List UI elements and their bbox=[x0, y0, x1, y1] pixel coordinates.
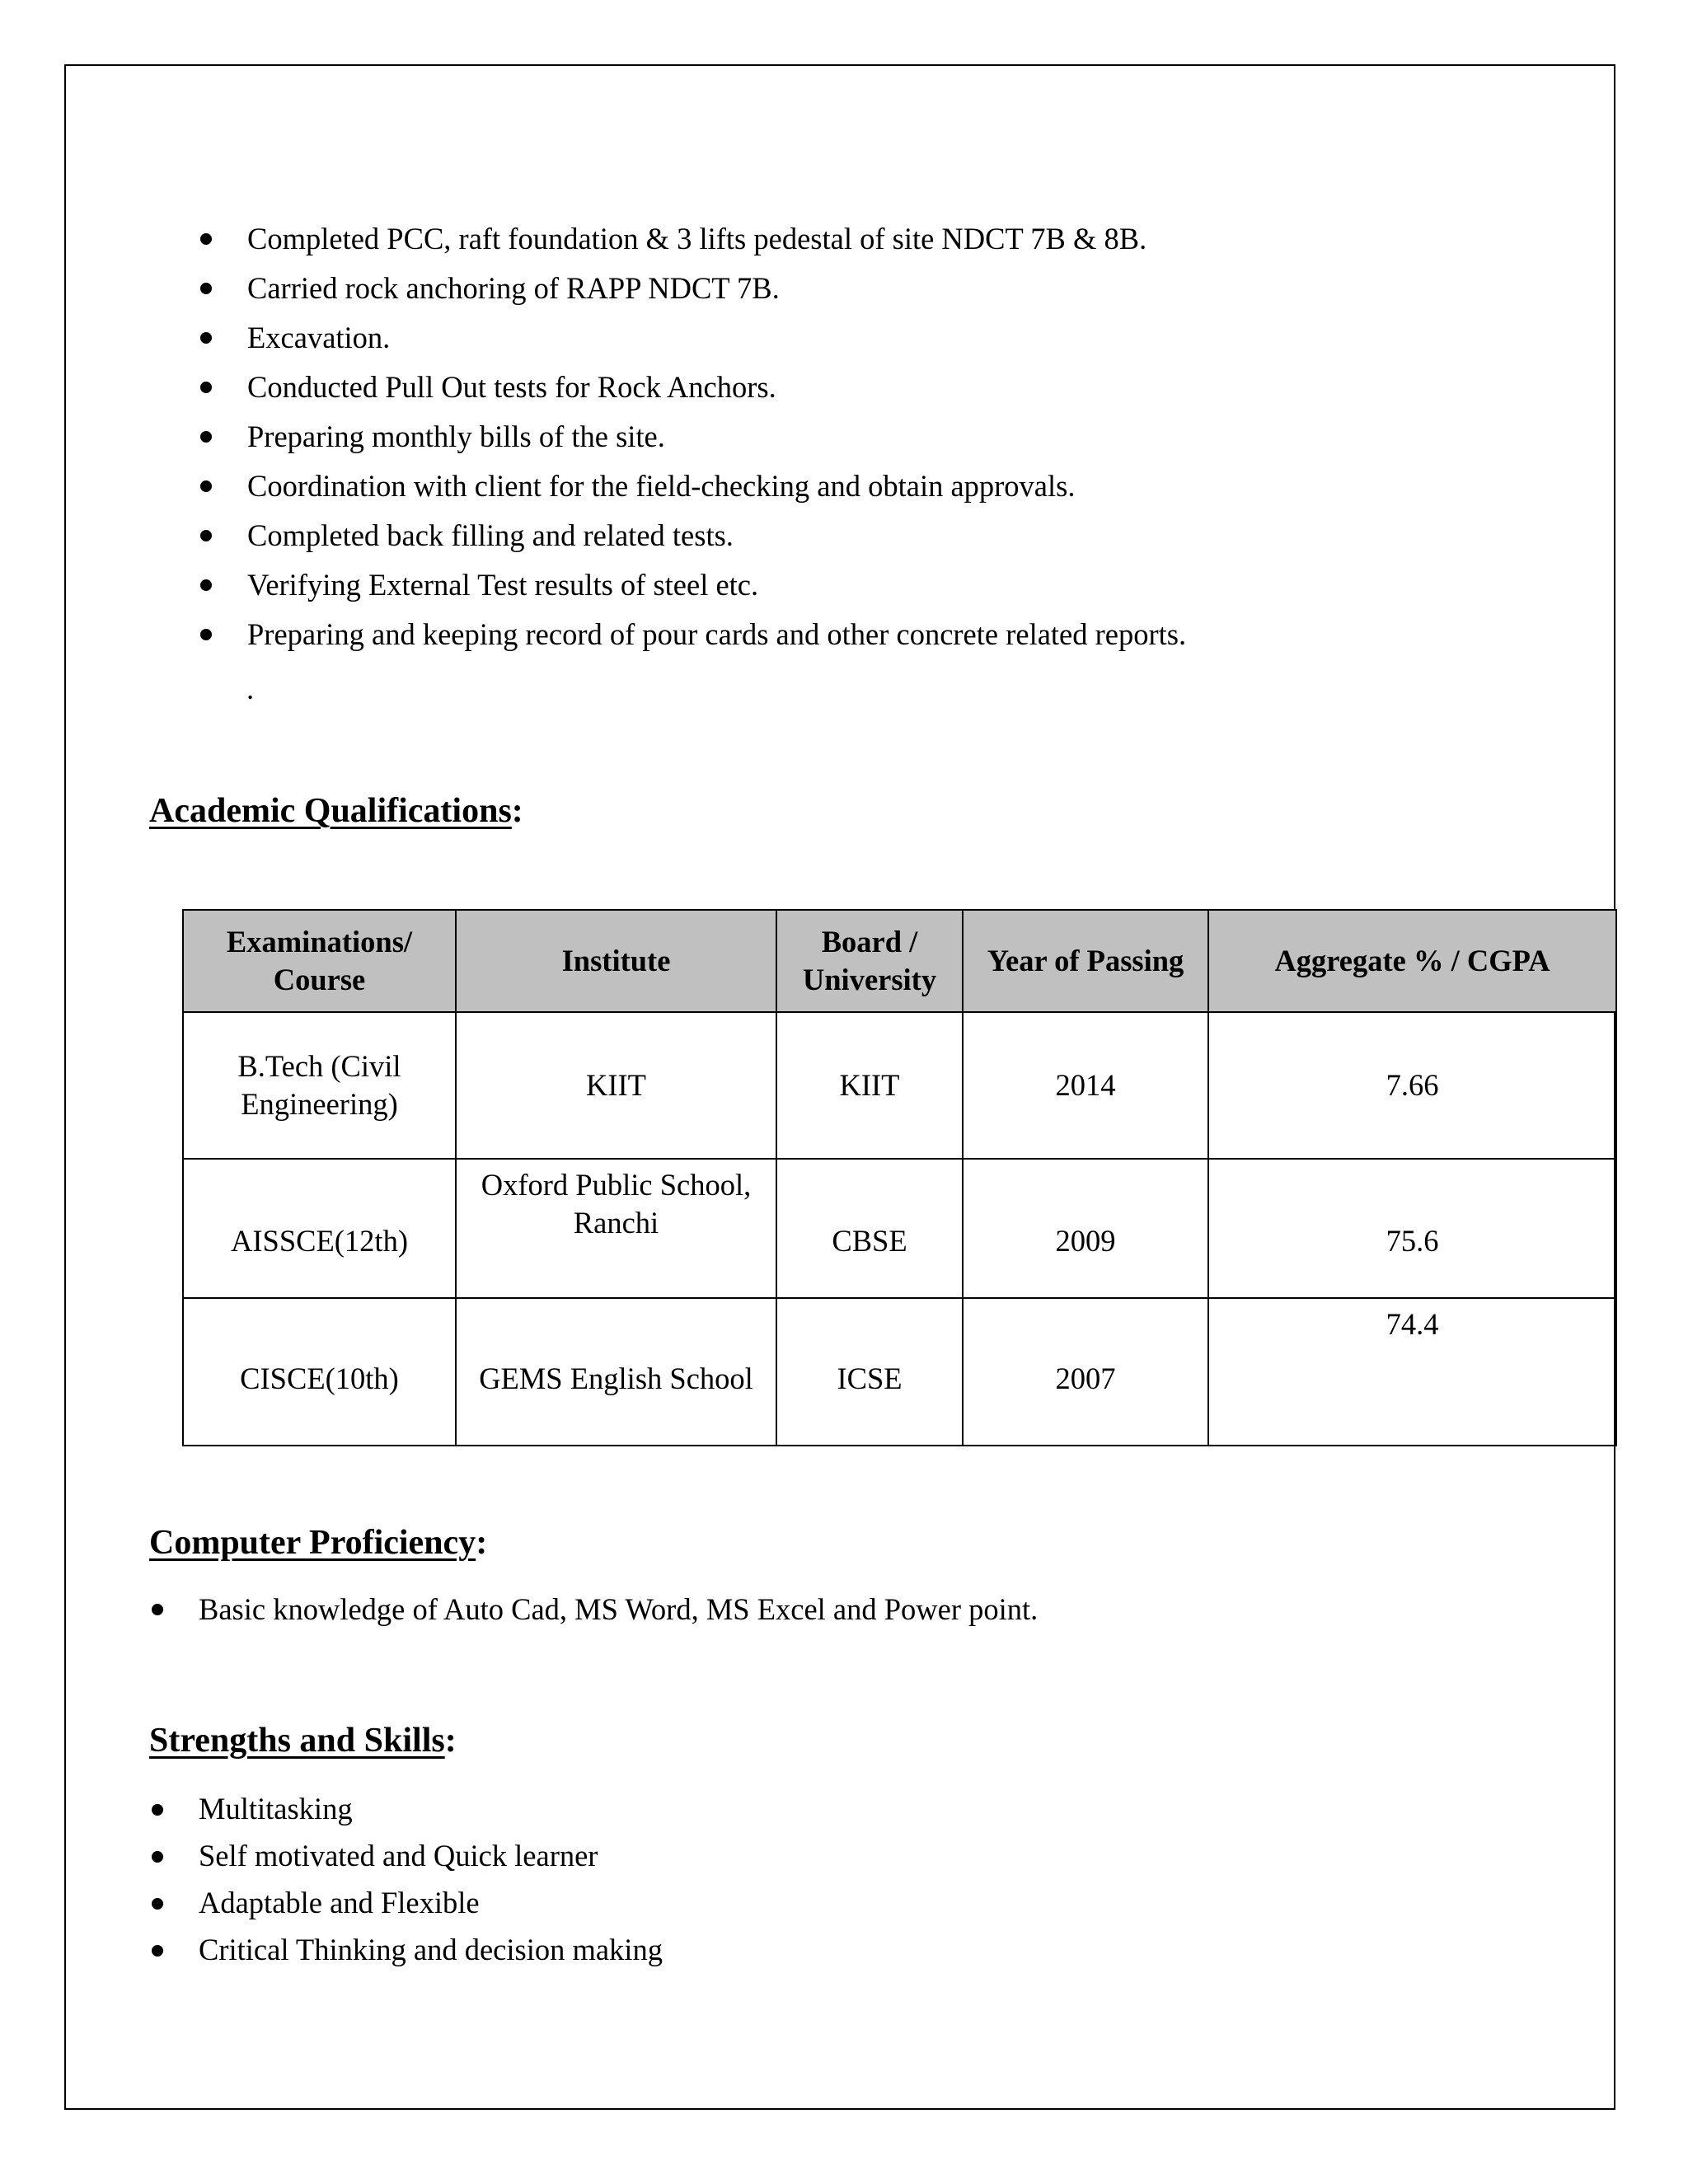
cell-board: CBSE bbox=[776, 1159, 963, 1298]
work-responsibilities-list bbox=[247, 214, 1186, 659]
list-item: Adaptable and Flexible bbox=[199, 1879, 663, 1926]
cell-aggregate: 75.6 bbox=[1208, 1159, 1616, 1298]
cell-course: CISCE(10th) bbox=[183, 1298, 456, 1446]
bullet-icon bbox=[152, 1945, 163, 1957]
cell-institute: KIIT bbox=[456, 1012, 776, 1159]
list-item: Critical Thinking and decision making bbox=[199, 1926, 663, 1973]
header-course: Examinations/ Course bbox=[183, 910, 456, 1012]
bullet-icon bbox=[200, 530, 212, 541]
list-item: Self motivated and Quick learner bbox=[199, 1832, 663, 1879]
computer-proficiency-list bbox=[199, 1585, 1038, 1634]
header-board: Board / University bbox=[776, 910, 963, 1012]
bullet-icon bbox=[152, 1604, 163, 1615]
list-item: Carried rock anchoring of RAPP NDCT 7B. bbox=[247, 264, 1186, 313]
table-header-row bbox=[183, 910, 1616, 1012]
bullet-icon bbox=[200, 332, 212, 344]
cell-aggregate: 7.66 bbox=[1208, 1012, 1616, 1159]
bullet-icon bbox=[200, 579, 212, 591]
list-item: Multitasking bbox=[199, 1785, 663, 1832]
header-aggregate: Aggregate % / CGPA bbox=[1208, 910, 1616, 1012]
cell-board: ICSE bbox=[776, 1298, 963, 1446]
list-item: Completed PCC, raft foundation & 3 lifts pedestal of site NDCT 7B & 8B. bbox=[247, 214, 1186, 264]
academic-heading: Academic Qualifications: bbox=[149, 792, 523, 830]
cell-institute: Oxford Public School, Ranchi bbox=[456, 1159, 776, 1298]
cell-board: KIIT bbox=[776, 1012, 963, 1159]
list-item: Conducted Pull Out tests for Rock Anchors. bbox=[247, 363, 1186, 412]
list-item: Excavation. bbox=[247, 313, 1186, 363]
bullet-icon bbox=[152, 1898, 163, 1910]
bullet-icon bbox=[200, 480, 212, 492]
header-institute: Institute bbox=[456, 910, 776, 1012]
list-item: Basic knowledge of Auto Cad, MS Word, MS Excel and Power point. bbox=[199, 1585, 1038, 1634]
list-item: Completed back filling and related tests. bbox=[247, 511, 1186, 560]
bullet-icon bbox=[200, 629, 212, 640]
bullet-icon bbox=[200, 283, 212, 294]
academic-qualifications-table bbox=[182, 909, 1617, 1446]
cell-aggregate: 74.4 bbox=[1208, 1298, 1616, 1446]
strengths-heading: Strengths and Skills: bbox=[149, 1722, 457, 1760]
table-row bbox=[183, 1012, 1616, 1159]
bullet-icon bbox=[152, 1851, 163, 1863]
cell-year: 2009 bbox=[963, 1159, 1208, 1298]
strengths-list bbox=[199, 1785, 663, 1973]
list-item: Preparing and keeping record of pour cards and other concrete related reports. bbox=[247, 610, 1186, 659]
table-row bbox=[183, 1159, 1616, 1298]
cell-institute: GEMS English School bbox=[456, 1298, 776, 1446]
stray-period: . bbox=[246, 672, 255, 705]
table-row bbox=[183, 1298, 1616, 1446]
cell-year: 2014 bbox=[963, 1012, 1208, 1159]
list-item: Verifying External Test results of steel etc. bbox=[247, 560, 1186, 610]
bullet-icon bbox=[200, 431, 212, 443]
bullet-icon bbox=[200, 233, 212, 245]
computer-proficiency-heading: Computer Proficiency: bbox=[149, 1524, 488, 1562]
cell-course: AISSCE(12th) bbox=[183, 1159, 456, 1298]
bullet-icon bbox=[152, 1804, 163, 1816]
list-item: Preparing monthly bills of the site. bbox=[247, 412, 1186, 462]
list-item: Coordination with client for the field-checking and obtain approvals. bbox=[247, 462, 1186, 511]
cell-course: B.Tech (Civil Engineering) bbox=[183, 1012, 456, 1159]
header-year: Year of Passing bbox=[963, 910, 1208, 1012]
cell-year: 2007 bbox=[963, 1298, 1208, 1446]
bullet-icon bbox=[200, 382, 212, 393]
